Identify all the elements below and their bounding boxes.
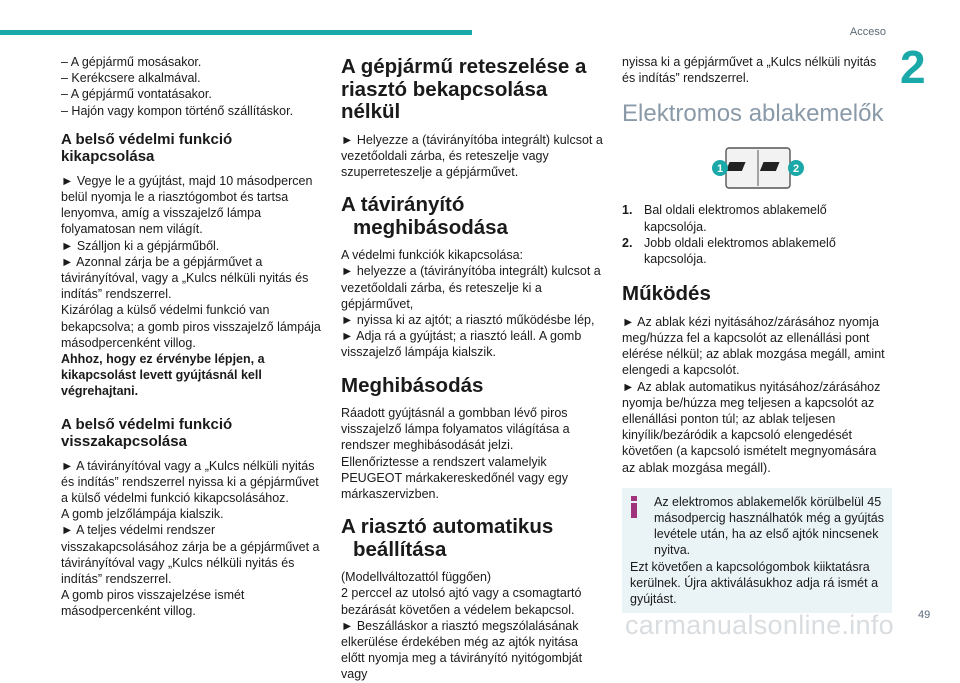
paragraph: Ellenőriztesse a rendszert valamelyik PEUGEOT márkakereskedőnél vagy egy márkaszervizben. [341, 454, 568, 502]
item-text: Jobb oldali elektromos ablakemelő kapcsolója. [644, 235, 836, 267]
paragraph: A gomb piros visszajelzése ismét másodpercenként villog. [61, 588, 245, 619]
heading-operation: Működés [622, 282, 711, 306]
heading-line: A távirányító [341, 193, 465, 217]
info-icon [628, 496, 640, 518]
info-text: Az elektromos ablakemelők körülbelül 45 másodpercig használhatók még a gyújtás levétele után, ha az első ajtók nincsenek nyitva. [654, 494, 884, 558]
heading-malfunction: Meghibásodás [341, 373, 484, 397]
paragraph: (Modellváltozattól függően) [341, 570, 492, 585]
paragraph: A gomb jelzőlámpája kialszik. [61, 507, 224, 522]
paragraph: Ráadott gyújtásnál a gombban lévő piros visszajelző lámpa folyamatos világítása a rendszer meghibásodását jelzi. [341, 406, 570, 453]
item-text: Bal oldali elektromos ablakemelő kapcsolója. [644, 203, 827, 234]
heading-reenable-interior: A belső védelmi funkció visszakapcsolása [61, 415, 233, 450]
paragraph: ► Az ablak kézi nyitásához/zárásához nyomja meg/húzza fel a kapcsolót az ellenállási pont elérése nélkül; az ablak mozgása megáll, amint elengedi a kapcsolót. [622, 314, 885, 378]
header-accent-bar [0, 30, 472, 35]
info-text: Ezt követően a kapcsológombok kiiktatásra kerülnek. Újra aktiválásukhoz adja rá ismét a gyújtást. [630, 559, 879, 606]
paragraph: ► Adja rá a gyújtást; a riasztó leáll. A gomb visszajelző lámpája kialszik. [341, 329, 582, 360]
paragraph: 2 perccel az utolsó ajtó vagy a csomagtartó bezárását követően a védelem bekapcsol. [341, 586, 582, 617]
heading-lock-without-alarm [341, 56, 603, 124]
paragraph: Kizárólag a külső védelmi funkció van bekapcsolva; a gomb piros visszajelző lámpája másodpercenként villog. [61, 303, 321, 350]
heading-line: A riasztó automatikus [341, 515, 554, 539]
paragraph: ► Szálljon ki a gépjárműből. [61, 238, 220, 253]
paragraph: ► A teljes védelmi rendszer visszakapcsolásához zárja be a gépjárművet a távirányítóval vagy „Kulcs nélküli nyitás és indítás” rendszerrel. [61, 523, 320, 587]
paragraph: ► Azonnal zárja be a gépjárművet a távirányítóval, vagy a „Kulcs nélküli nyitás és indítás” rendszerrel. [61, 254, 309, 302]
window-switch-icon [622, 146, 892, 190]
callout-1-label: 1 [716, 163, 724, 176]
paragraph: ► helyezze a (távirányítóba integrált) kulcsot a vezetőoldali zárba, és reteszelje ki a gépjárművet, [341, 264, 601, 311]
window-switch-illustration [622, 146, 892, 190]
list-item: – A gépjármű mosásakor. [61, 55, 202, 69]
info-box [622, 488, 892, 613]
paragraph: ► A távirányítóval vagy a „Kulcs nélküli nyitás és indítás” rendszerrel nyissa ki a gépjárművet a külső védelmi funkció kikapcsolásához. [61, 458, 319, 506]
item-number: 1. [622, 203, 633, 218]
column-3 [622, 54, 892, 613]
heading-line: meghibásodása [353, 215, 508, 239]
list-item: – A gépjármű vontatásakor. [61, 87, 212, 102]
paragraph: A védelmi funkciók kikapcsolása: [341, 248, 524, 263]
section-title: Acceso [849, 26, 886, 38]
paragraph: ► Az ablak automatikus nyitásához/zárásához nyomja be/húzza meg teljesen a kapcsolót az ellenállási ponton túl; az ablak teljesen kinyílik/bezáródik a kapcsoló elengedését követően (a kapcsoló ismételt megnyomására az ablak mozgása megáll). [622, 379, 881, 475]
paragraph-note: Ahhoz, hogy ez érvénybe lépjen, a kikapcsolást levett gyújtásnál kell végrehajtani. [61, 352, 265, 399]
heading-line: riasztó bekapcsolása nélkül [341, 77, 548, 123]
heading-line: A gépjármű reteszelése a [341, 55, 587, 78]
heading-disable-interior: A belső védelmi funkció kikapcsolása [61, 130, 233, 165]
footer-watermark: carmanualsonline.info [625, 610, 894, 640]
chapter-number: 2 [900, 41, 926, 93]
item-number: 2. [622, 235, 633, 250]
numbered-item [622, 235, 892, 267]
paragraph: ► Vegye le a gyújtást, majd 10 másodpercen belül nyomja le a riasztógombot és tartsa lenyomva, amíg a visszajelző lámpa folyamatosan nem világít. [61, 173, 313, 237]
heading-electric-windows: Elektromos ablakemelők [622, 100, 884, 128]
list-item: – Hajón vagy kompon történő szállításkor. [61, 103, 294, 118]
callout-2-label: 2 [792, 163, 800, 176]
column-1 [61, 54, 323, 620]
paragraph: ► Helyezze a (távirányítóba integrált) kulcsot a vezetőoldali zárba, és reteszelje vagy szuperreteszelje a gépjárművet. [341, 132, 603, 179]
paragraph: ► Beszálláskor a riasztó megszólalásának elkerülése érdekében még az ajtók nyitása előtt nyomja meg a távirányító nyitógombját vagy [341, 618, 583, 682]
list-item: – Kerékcsere alkalmával. [61, 71, 201, 86]
column-2 [341, 56, 603, 683]
heading-auto-alarm [341, 516, 603, 561]
heading-line: beállítása [353, 537, 447, 561]
numbered-item [622, 202, 892, 234]
heading-remote-fault [341, 194, 603, 239]
page-number: 49 [918, 609, 931, 621]
paragraph: ► nyissa ki az ajtót; a riasztó működésbe lép, [341, 312, 595, 327]
paragraph: nyissa ki a gépjárművet a „Kulcs nélküli nyitás és indítás” rendszerrel. [622, 55, 877, 86]
